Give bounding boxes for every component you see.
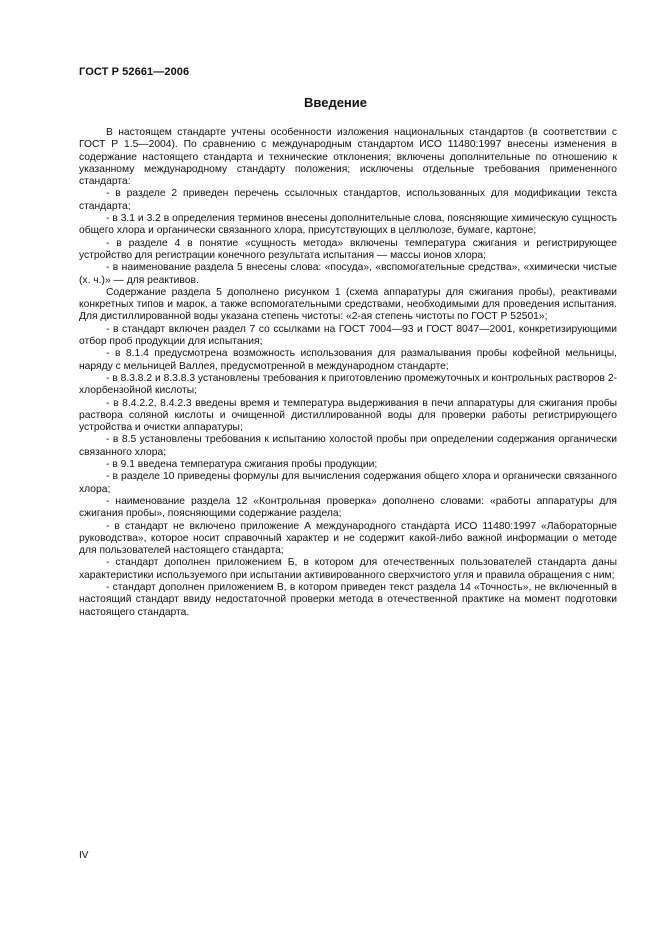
paragraph: - в 9.1 введена температура сжигания пробы продукции; [106,459,378,471]
paragraph: В настоящем стандарте учтены особенности изложения национальных стандартов (в соответствии с ГОСТ Р 1.5—2004). По сравнению с международным стандартом ИСО 11480:1997 внесены изменения в содержание настоящего стандарта и технические отклонения; включены дополнительные по отношению к указанному международному стандарту положения; исключены отдельные требования примененного стандарта: [79,127,617,188]
paragraph: - в 8.4.2.2, 8.4.2.3 введены время и температура выдерживания в печи аппаратуры для сжигания пробы раствора соляной кислоты и очищенной дистиллированной воды для проверки работы регистрирующего устройства и очистки аппаратуры; [79,397,617,434]
page-number: IV [79,850,89,861]
paragraph: - в разделе 4 в понятие «сущность метода» включены температура сжигания и регистрирующее устройство для регистрации конечного результата испытания — массы ионов хлора; [79,237,617,261]
paragraph: Содержание раздела 5 дополнено рисунком 1 (схема аппаратуры для сжигания пробы), реактивами конкретных типов и марок, а также вспомогательными средствами, необходимыми для проведения испытания. Для дистиллированной воды указана степень чистоты: «2-ая степень чистоты по ГОСТ Р 52501»; [79,286,617,323]
paragraph: - в 8.3.8.2 и 8.3.8.3 установлены требования к приготовлению промежуточных и контрольных растворов 2-хлорбензойной кислоты; [79,372,618,397]
document-header: ГОСТ Р 52661—2006 [79,66,190,78]
section-title: Введение [304,95,367,110]
introduction-body [79,127,617,619]
paragraph: - в 8.1.4 предусмотрена возможность использования для размалывания пробы кофейной мельницы, наряду с мельницей Валлея, предусмотренной в международном стандарте; [79,348,617,372]
paragraph: - в 8.5 установлены требования к испытанию холостой пробы при определении содержания органически связанного хлора; [79,434,617,458]
paragraph: - стандарт дополнен приложением В, в котором приведен текст раздела 14 «Точность», не включенный в настоящий стандарт ввиду недостаточной проверки метода в отечественной практике на момент подготовки настоящего стандарта. [79,581,617,618]
paragraph: - в стандарт не включено приложение А международного стандарта ИСО 11480:1997 «Лабораторные руководства», которое носит справочный характер и не содержит какой-либо важной информации о методе для пользователей настоящего стандарта; [79,520,617,557]
paragraph: - стандарт дополнен приложением Б, в котором для отечественных пользователей стандарта даны характеристики используемого при испытании активированного сверхчистого угля и правила обращения с ним; [79,557,617,581]
paragraph: - в разделе 10 приведены формулы для вычисления содержания общего хлора и органически связанного хлора; [79,471,617,495]
paragraph: - в разделе 2 приведен перечень ссылочных стандартов, использованных для модификации текста стандарта; [79,188,617,212]
paragraph: - наименование раздела 12 «Контрольная проверка» дополнено словами: «работы аппаратуры для сжигания пробы», поясняющими содержание раздела; [79,495,617,520]
paragraph: - в стандарт включен раздел 7 со ссылками на ГОСТ 7004—93 и ГОСТ 8047—2001, конкретизирующими отбор проб продукции для испытания; [79,323,617,348]
paragraph: - в 3.1 и 3.2 в определения терминов внесены дополнительные слова, поясняющие химическую сущность общего хлора и органически связанного хлора, присутствующих в целлюлозе, бумаге, картоне; [79,213,617,237]
paragraph: - в наименование раздела 5 внесены слова: «посуда», «вспомогательные средства», «химически чистые (х. ч.)» — для реактивов. [79,262,617,286]
